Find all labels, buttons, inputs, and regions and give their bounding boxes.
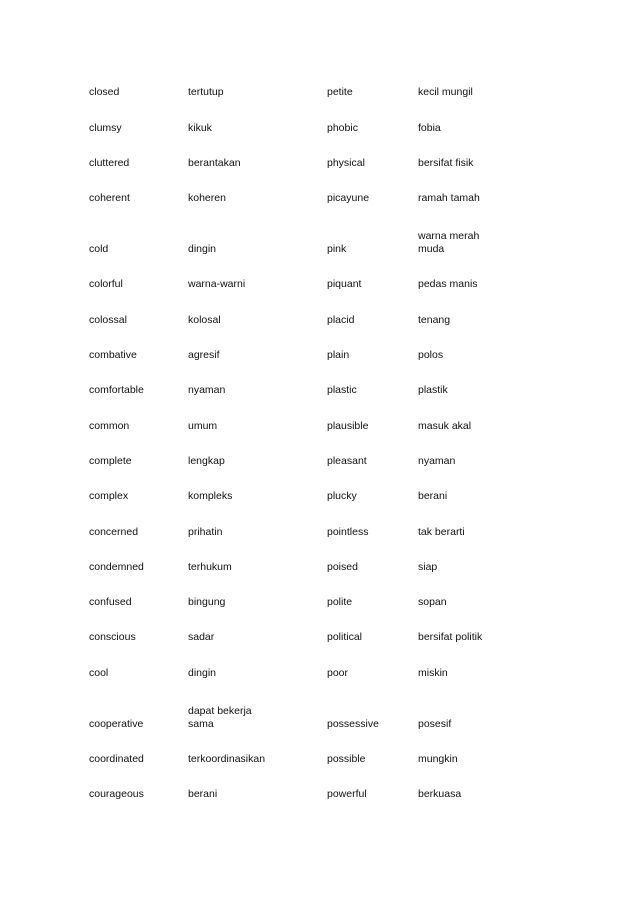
table-cell — [327, 368, 418, 403]
indonesian-word-left: koheren — [188, 192, 226, 205]
table-cell — [418, 650, 528, 685]
table-cell — [188, 70, 327, 105]
english-word-left: comfortable — [89, 384, 144, 397]
english-word-left: complete — [89, 454, 132, 467]
table-cell — [188, 737, 327, 772]
indonesian-word-left: terkoordinasikan — [188, 753, 266, 766]
indonesian-word-left: lengkap — [188, 454, 225, 467]
indonesian-word-left: dapat bekerja sama — [188, 704, 252, 730]
indonesian-word-left: terhukum — [188, 560, 232, 573]
table-cell — [418, 262, 528, 297]
indonesian-word-left: kolosal — [188, 313, 221, 326]
english-word-right: pleasant — [327, 454, 367, 467]
table-cell — [89, 650, 188, 685]
english-word-right: plausible — [327, 419, 369, 432]
table-cell — [89, 580, 188, 615]
indonesian-word-right: miskin — [418, 666, 448, 679]
table-cell — [418, 333, 528, 368]
indonesian-word-right: mungkin — [418, 753, 458, 766]
english-word-left: colorful — [89, 278, 123, 291]
table-row — [89, 105, 528, 140]
table-cell — [327, 737, 418, 772]
english-word-right: poor — [327, 666, 349, 679]
table-cell — [327, 615, 418, 650]
table-row — [89, 403, 528, 438]
table-row — [89, 333, 528, 368]
table-cell — [418, 368, 528, 403]
indonesian-word-left: dingin — [188, 666, 217, 679]
indonesian-word-right: tak berarti — [418, 525, 465, 538]
english-word-left: confused — [89, 596, 132, 609]
table-cell — [188, 176, 327, 211]
table-cell — [327, 176, 418, 211]
english-word-right: piquant — [327, 278, 362, 291]
table-cell — [327, 772, 418, 807]
table-cell — [89, 176, 188, 211]
indonesian-word-right: siap — [418, 560, 438, 573]
indonesian-word-left: warna-warni — [188, 278, 246, 291]
english-word-left: cooperative — [89, 717, 144, 730]
table-cell — [418, 772, 528, 807]
english-word-left: coherent — [89, 192, 130, 205]
table-cell — [327, 141, 418, 176]
indonesian-word-right: masuk akal — [418, 419, 472, 432]
table-cell — [418, 686, 528, 737]
indonesian-word-left: kompleks — [188, 490, 233, 503]
english-word-left: closed — [89, 86, 120, 99]
table-cell — [418, 211, 528, 262]
table-cell — [188, 615, 327, 650]
table-row — [89, 650, 528, 685]
english-word-right: placid — [327, 313, 355, 326]
indonesian-word-right: berkuasa — [418, 788, 462, 801]
table-cell — [327, 580, 418, 615]
english-word-left: complex — [89, 490, 129, 503]
indonesian-word-right: tenang — [418, 313, 451, 326]
table-cell — [418, 297, 528, 332]
table-cell — [89, 439, 188, 474]
table-cell — [418, 509, 528, 544]
indonesian-word-right: ramah tamah — [418, 192, 480, 205]
table-cell — [89, 333, 188, 368]
english-word-right: phobic — [327, 121, 358, 134]
table-cell — [89, 737, 188, 772]
table-cell — [418, 403, 528, 438]
table-row — [89, 615, 528, 650]
english-word-right: poised — [327, 560, 358, 573]
indonesian-word-right: bersifat fisik — [418, 156, 474, 169]
indonesian-word-left: sadar — [188, 631, 215, 644]
table-cell — [89, 105, 188, 140]
indonesian-word-right: posesif — [418, 717, 452, 730]
indonesian-word-right: bersifat politik — [418, 631, 483, 644]
table-row — [89, 368, 528, 403]
table-cell — [327, 650, 418, 685]
indonesian-word-right: sopan — [418, 596, 447, 609]
english-word-right: possessive — [327, 717, 379, 730]
table-row — [89, 70, 528, 105]
indonesian-word-left: kikuk — [188, 121, 212, 134]
indonesian-word-left: prihatin — [188, 525, 223, 538]
table-row — [89, 474, 528, 509]
table-cell — [327, 474, 418, 509]
english-word-right: physical — [327, 156, 365, 169]
english-word-left: cold — [89, 243, 109, 256]
table-cell — [188, 545, 327, 580]
table-cell — [418, 70, 528, 105]
table-row — [89, 211, 528, 262]
indonesian-word-right: warna merah muda — [418, 230, 480, 256]
table-cell — [188, 439, 327, 474]
table-cell — [418, 474, 528, 509]
table-cell — [188, 105, 327, 140]
vocabulary-table-body — [89, 70, 528, 807]
english-word-right: powerful — [327, 788, 367, 801]
english-word-right: possible — [327, 753, 366, 766]
table-cell — [89, 545, 188, 580]
table-row — [89, 297, 528, 332]
indonesian-word-left: nyaman — [188, 384, 226, 397]
table-cell — [188, 403, 327, 438]
table-cell — [188, 141, 327, 176]
table-cell — [188, 772, 327, 807]
table-cell — [327, 297, 418, 332]
english-word-left: condemned — [89, 560, 144, 573]
english-word-right: plucky — [327, 490, 357, 503]
english-word-right: political — [327, 631, 363, 644]
table-row — [89, 737, 528, 772]
english-word-right: picayune — [327, 192, 370, 205]
table-row — [89, 686, 528, 737]
table-cell — [188, 368, 327, 403]
table-cell — [418, 141, 528, 176]
english-word-right: petite — [327, 86, 353, 99]
table-cell — [327, 403, 418, 438]
english-word-right: pink — [327, 243, 347, 256]
table-cell — [89, 509, 188, 544]
table-cell — [188, 509, 327, 544]
table-row — [89, 141, 528, 176]
indonesian-word-left: bingung — [188, 596, 226, 609]
english-word-left: common — [89, 419, 130, 432]
english-word-right: plastic — [327, 384, 357, 397]
table-cell — [89, 297, 188, 332]
table-row — [89, 176, 528, 211]
indonesian-word-right: polos — [418, 349, 444, 362]
table-cell — [188, 211, 327, 262]
table-cell — [418, 737, 528, 772]
table-cell — [418, 580, 528, 615]
table-cell — [418, 176, 528, 211]
english-word-left: conscious — [89, 631, 136, 644]
table-cell — [418, 615, 528, 650]
table-cell — [327, 439, 418, 474]
indonesian-word-left: tertutup — [188, 86, 224, 99]
english-word-right: polite — [327, 596, 353, 609]
indonesian-word-left: dingin — [188, 243, 217, 256]
indonesian-word-right: pedas manis — [418, 278, 478, 291]
indonesian-word-left: agresif — [188, 349, 220, 362]
english-word-left: clumsy — [89, 121, 122, 134]
indonesian-word-left: berani — [188, 788, 218, 801]
table-cell — [89, 141, 188, 176]
indonesian-word-right: plastik — [418, 384, 448, 397]
english-word-right: plain — [327, 349, 350, 362]
table-cell — [89, 686, 188, 737]
table-cell — [418, 439, 528, 474]
indonesian-word-left: umum — [188, 419, 218, 432]
english-word-left: courageous — [89, 788, 144, 801]
indonesian-word-right: kecil mungil — [418, 86, 473, 99]
table-cell — [327, 686, 418, 737]
english-word-left: combative — [89, 349, 137, 362]
table-cell — [188, 262, 327, 297]
table-row — [89, 509, 528, 544]
english-word-left: coordinated — [89, 753, 144, 766]
table-cell — [89, 70, 188, 105]
table-cell — [188, 580, 327, 615]
table-cell — [188, 297, 327, 332]
table-cell — [89, 615, 188, 650]
table-cell — [188, 474, 327, 509]
table-cell — [327, 211, 418, 262]
table-cell — [89, 474, 188, 509]
table-cell — [188, 650, 327, 685]
table-cell — [327, 333, 418, 368]
english-word-left: colossal — [89, 313, 127, 326]
english-word-right: pointless — [327, 525, 369, 538]
indonesian-word-right: berani — [418, 490, 448, 503]
table-cell — [418, 545, 528, 580]
table-cell — [188, 333, 327, 368]
english-word-left: concerned — [89, 525, 139, 538]
table-cell — [418, 105, 528, 140]
table-cell — [327, 545, 418, 580]
indonesian-word-right: nyaman — [418, 454, 456, 467]
table-cell — [89, 368, 188, 403]
english-word-left: cool — [89, 666, 109, 679]
table-row — [89, 772, 528, 807]
table-cell — [89, 262, 188, 297]
indonesian-word-right: fobia — [418, 121, 441, 134]
table-cell — [89, 211, 188, 262]
table-row — [89, 439, 528, 474]
vocabulary-table — [89, 70, 528, 807]
indonesian-word-left: berantakan — [188, 156, 241, 169]
table-row — [89, 580, 528, 615]
table-cell — [327, 509, 418, 544]
table-cell — [89, 403, 188, 438]
table-cell — [89, 772, 188, 807]
table-cell — [327, 70, 418, 105]
table-cell — [188, 686, 327, 737]
table-row — [89, 262, 528, 297]
table-cell — [327, 262, 418, 297]
english-word-left: cluttered — [89, 156, 130, 169]
table-row — [89, 545, 528, 580]
table-cell — [327, 105, 418, 140]
